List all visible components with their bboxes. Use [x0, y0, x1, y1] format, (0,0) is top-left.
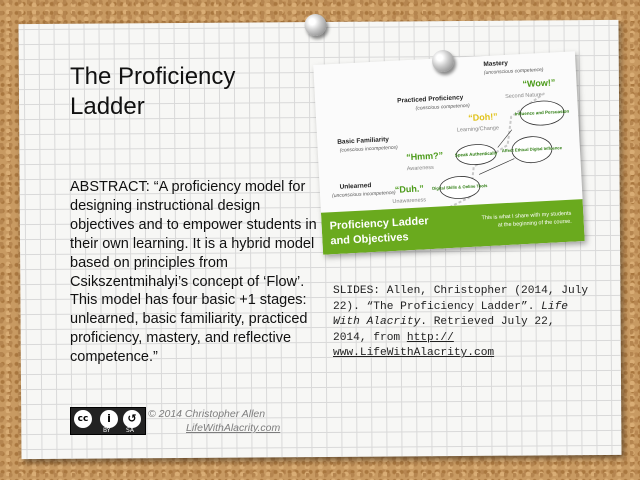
- banner-note: at the beginning of the course.: [497, 218, 572, 229]
- level-stage: Second Nature: [504, 92, 542, 100]
- level-sub: (conscious incompetence): [339, 144, 398, 154]
- level-name: Basic Familiarity: [337, 136, 390, 146]
- citation: [333, 284, 593, 362]
- banner-note: This is what I share with my students: [481, 210, 572, 222]
- level-quote: “Wow!”: [522, 77, 556, 90]
- citation-link[interactable]: http:// www.LifeWithAlacrity.com: [333, 331, 495, 360]
- pushpin-icon: [432, 50, 454, 72]
- level-sub: (unconscious incompetence): [331, 189, 396, 200]
- diagram-svg: [313, 51, 585, 254]
- level-name: Practiced Proficiency: [397, 94, 464, 105]
- level-quote: “Doh!”: [467, 111, 498, 123]
- bubble-label: Influence and Persuasion: [514, 108, 570, 117]
- title-line-2: Ladder: [70, 93, 145, 120]
- abstract-text: ABSTRACT: “A proficiency model for designing instructional design objectives and to empower students in their own learning. It is a hybrid model based on principles from Csikszentmihalyi’s concept of ‘Flow’.: [70, 179, 317, 290]
- title-line-1: The Proficiency: [70, 63, 236, 90]
- citation-text: SLIDES: Allen, Christopher (2014, July 22). “The Proficiency Ladder”.: [333, 285, 589, 313]
- level-quote: “Duh.”: [394, 183, 425, 195]
- banner-title: and Objectives: [330, 231, 409, 248]
- level-stage: Learning/Change: [456, 125, 500, 134]
- bubble-label: Digital Skills & Online Tools: [432, 183, 488, 191]
- slide-title: [70, 62, 235, 122]
- banner-title: Proficiency Ladder: [329, 215, 429, 233]
- proficiency-ladder-diagram: [313, 51, 585, 254]
- cc-license-badge[interactable]: [70, 407, 146, 435]
- bubble-label: Affect Ethical Digital Influence: [501, 145, 563, 154]
- level-quote: “Hmm?”: [405, 150, 444, 163]
- sa-label: SA: [126, 427, 135, 434]
- level-stage: Awareness: [406, 164, 435, 173]
- level-stage: Unawareness: [392, 197, 427, 206]
- level-name: Unlearned: [339, 182, 372, 191]
- share-alike-icon: ↺: [123, 410, 141, 428]
- cc-icon: cc: [74, 410, 92, 428]
- pushpin-icon: [304, 14, 326, 36]
- connector-line: [497, 130, 513, 148]
- citation-source: Life With Alacrity: [333, 300, 568, 329]
- website-link[interactable]: LifeWithAlacrity.com: [186, 422, 281, 434]
- stages-text: This model has four basic +1 stages: unlearned, basic familiarity, practiced proficiency, mastery, and reflective competence.”: [70, 292, 308, 365]
- copyright-credit: [148, 407, 280, 435]
- attribution-icon: i: [100, 410, 118, 428]
- citation-text-2: . Retrieved July 22, 2014, from: [333, 316, 555, 344]
- level-sub: (conscious competence): [415, 102, 470, 112]
- level-sub: (unconscious competence): [483, 66, 544, 77]
- by-label: BY: [103, 427, 111, 434]
- level-name: Mastery: [483, 59, 509, 69]
- copyright-line: © 2014 Christopher Allen: [148, 408, 266, 420]
- bubble-label: Speak Authentically: [454, 150, 498, 158]
